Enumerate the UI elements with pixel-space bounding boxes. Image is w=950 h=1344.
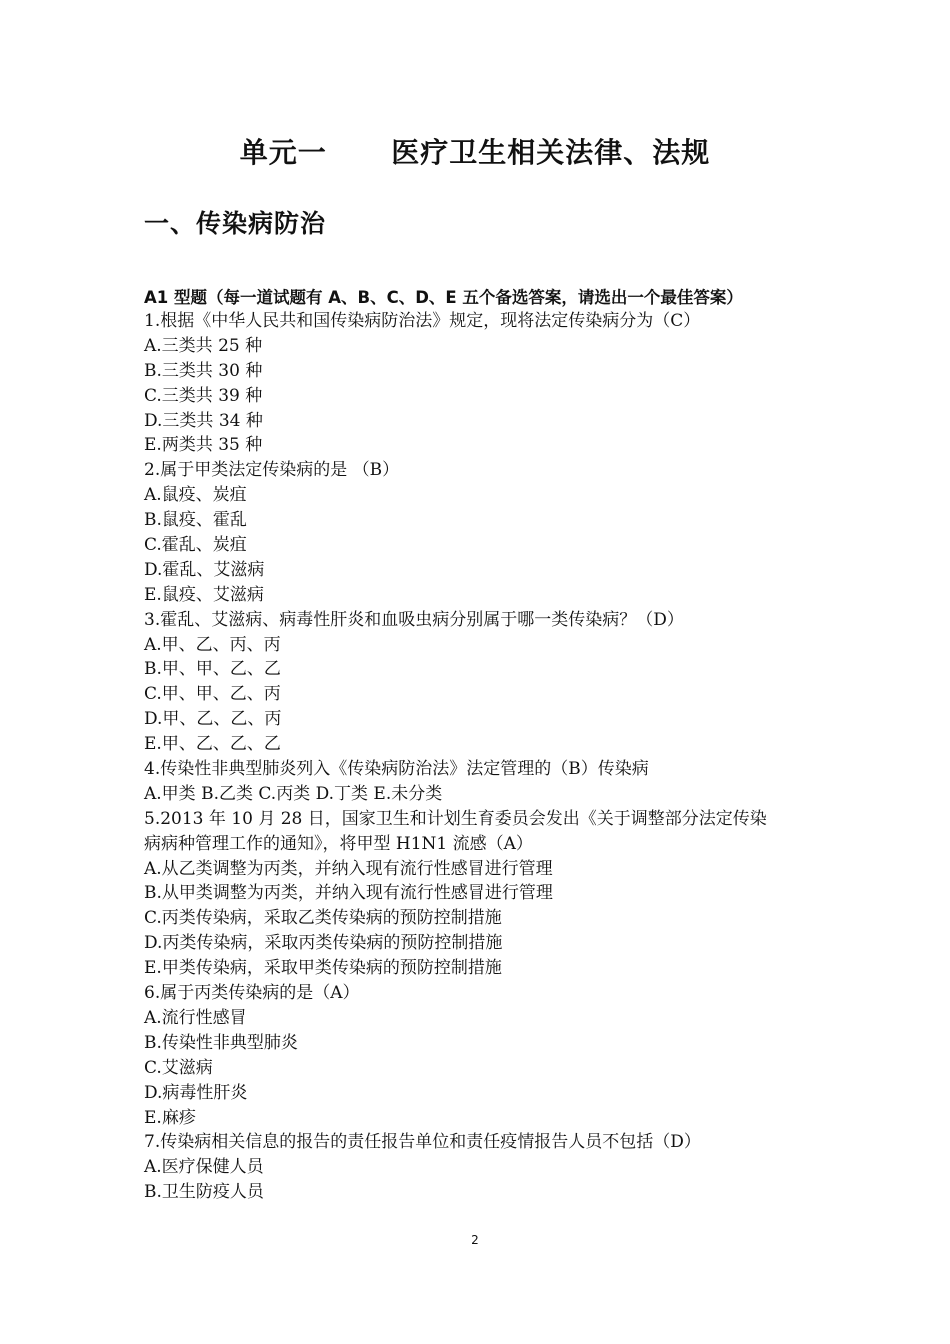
text-line: E.鼠疫、艾滋病 bbox=[144, 584, 264, 605]
text-line: B.鼠疫、霍乱 bbox=[144, 510, 247, 531]
text-line: 5.2013 年 10 月 28 日，国家卫生和计划生育委员会发出《关于调整部分法定传染 bbox=[144, 808, 767, 829]
text-line: D.病毒性肝炎 bbox=[144, 1082, 248, 1103]
text-line: B.卫生防疫人员 bbox=[144, 1182, 264, 1203]
text-line: E.两类共 35 种 bbox=[144, 435, 263, 456]
text-line: C.甲、甲、乙、丙 bbox=[144, 684, 281, 705]
page-number: 2 bbox=[471, 1233, 479, 1247]
text-line: A.三类共 25 种 bbox=[144, 335, 263, 356]
text-line: C.艾滋病 bbox=[144, 1057, 213, 1078]
text-line: A.甲类 B.乙类 C.丙类 D.丁类 E.未分类 bbox=[144, 783, 443, 804]
text-line: B.传染性非典型肺炎 bbox=[144, 1032, 298, 1053]
text-line: B.从甲类调整为丙类，并纳入现有流行性感冒进行管理 bbox=[144, 883, 553, 904]
text-line: B.甲、甲、乙、乙 bbox=[144, 659, 281, 680]
text-line: C.三类共 39 种 bbox=[144, 385, 263, 406]
text-line: A.从乙类调整为丙类，并纳入现有流行性感冒进行管理 bbox=[144, 858, 553, 879]
section-title: 一、传染病防治 bbox=[144, 209, 327, 238]
text-line: E.麻疹 bbox=[144, 1107, 196, 1128]
text-line: C.丙类传染病，采取乙类传染病的预防控制措施 bbox=[144, 908, 502, 929]
text-line: A.甲、乙、丙、丙 bbox=[144, 634, 281, 655]
text-line: C.霍乱、炭疽 bbox=[144, 535, 247, 556]
unit-title: 单元一 医疗卫生相关法律、法规 bbox=[239, 136, 711, 169]
text-line: D.霍乱、艾滋病 bbox=[144, 559, 265, 580]
text-line: D.丙类传染病，采取丙类传染病的预防控制措施 bbox=[144, 933, 503, 954]
text-line: E.甲、乙、乙、乙 bbox=[144, 734, 281, 755]
text-line: E.甲类传染病，采取甲类传染病的预防控制措施 bbox=[144, 958, 502, 979]
text-line: 6.属于丙类传染病的是（A） bbox=[144, 983, 360, 1004]
text-line: 病病种管理工作的通知》，将甲型 H1N1 流感（A） bbox=[144, 833, 533, 854]
question-type-heading: A1 型题（每一道试题有 A、B、C、D、E 五个备选答案，请选出一个最佳答案） bbox=[144, 288, 743, 307]
text-line: A.流行性感冒 bbox=[144, 1007, 247, 1028]
text-line: 3.霍乱、艾滋病、病毒性肝炎和血吸虫病分别属于哪一类传染病？（D） bbox=[144, 609, 684, 630]
text-line: 4.传染性非典型肺炎列入《传染病防治法》法定管理的（B）传染病 bbox=[144, 759, 649, 780]
text-line: 7.传染病相关信息的报告的责任报告单位和责任疫情报告人员不包括（D） bbox=[144, 1132, 701, 1153]
text-line: D.甲、乙、乙、丙 bbox=[144, 709, 282, 730]
text-line: D.三类共 34 种 bbox=[144, 410, 263, 431]
text-line: 2.属于甲类法定传染病的是 （B） bbox=[144, 460, 400, 481]
text-line: A.鼠疫、炭疽 bbox=[144, 485, 247, 506]
question-list bbox=[144, 309, 824, 1205]
text-line: B.三类共 30 种 bbox=[144, 360, 263, 381]
text-line: A.医疗保健人员 bbox=[144, 1157, 264, 1178]
text-line: 1.根据《中华人民共和国传染病防治法》规定，现将法定传染病分为（C） bbox=[144, 311, 701, 331]
